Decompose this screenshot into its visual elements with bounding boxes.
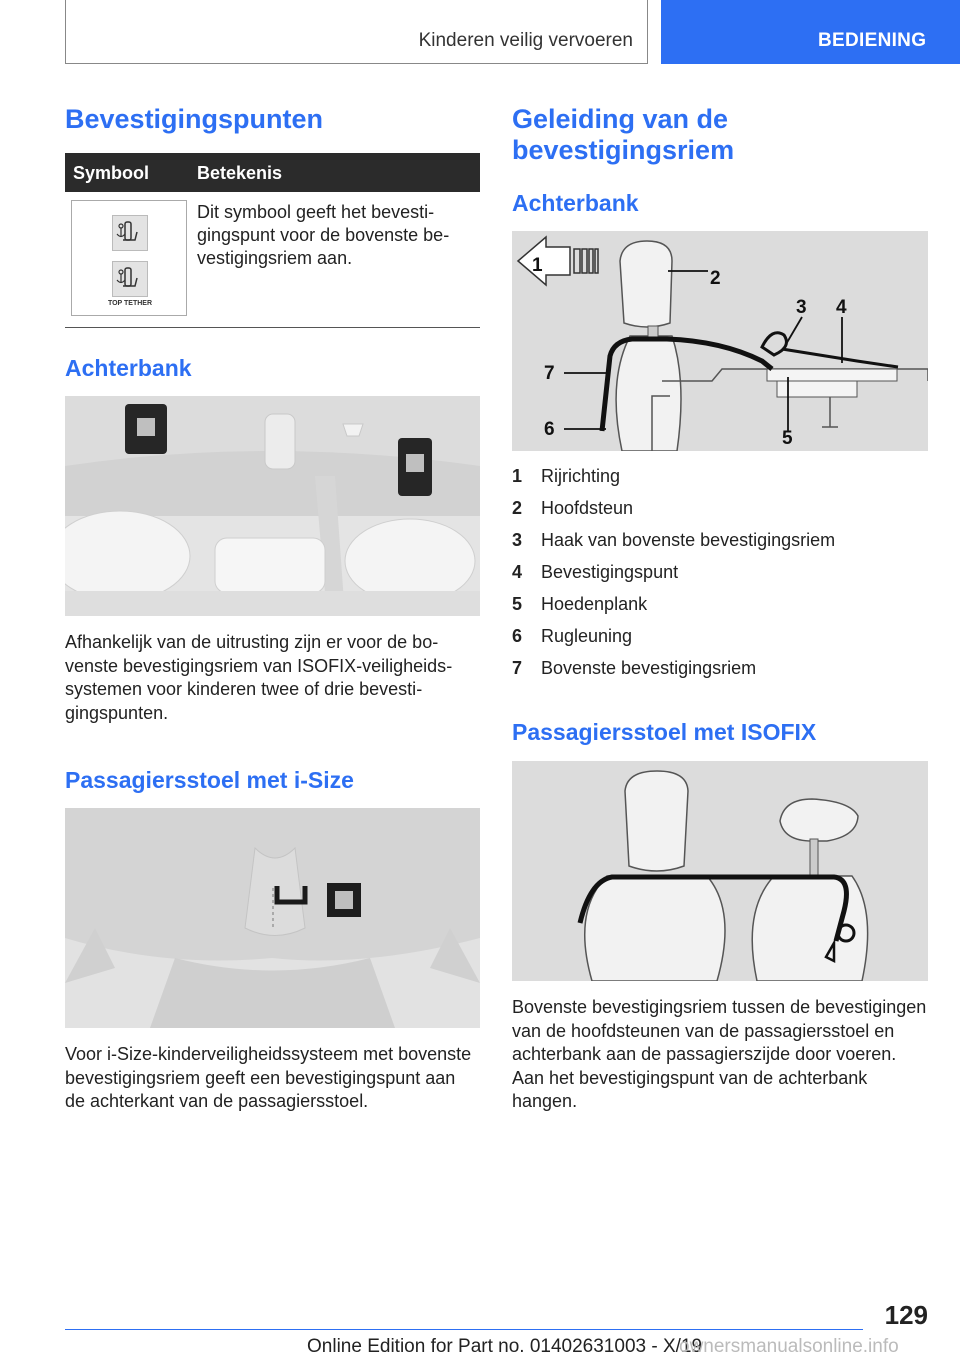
legend-number: 7 (512, 658, 523, 678)
edition-note: Online Edition for Part no. 01402631003 - X/19 (307, 1336, 703, 1357)
legend-label: Rugleuning (541, 626, 633, 646)
isofix-routing-illustration (512, 761, 928, 981)
legend-number: 3 (512, 530, 523, 550)
legend-number: 5 (512, 594, 523, 614)
chapter-title: Kinderen veilig vervoeren (418, 30, 633, 51)
legend-item (512, 624, 932, 656)
heading-achterbank-left: Achterbank (65, 355, 192, 381)
callout-3: 3 (796, 297, 807, 318)
column-header-symbol: Symbool (73, 163, 150, 183)
passenger-seat-isize-photo (65, 808, 480, 1028)
section-tab[interactable] (661, 0, 960, 64)
legend-label: Haak van bovenste bevestigingsriem (541, 530, 836, 550)
legend-number: 6 (512, 626, 523, 646)
callout-4: 4 (836, 297, 847, 318)
callout-2: 2 (710, 268, 721, 289)
rear-seat-description: Afhankelijk van de uitrusting zijn er voor de bovenste bevestigingsriem van ISOFIX-veiligheidssystemen voor kinderen twee of drie bevestigingspunten. (65, 632, 453, 723)
section-title-bevestigingspunten: Bevestigingspunten (65, 104, 324, 134)
symbol-meaning-text: Dit symbool geeft het bevestigingspunt voor de bovenste bevestigingsriem aan. (197, 202, 450, 268)
legend-item (512, 528, 932, 560)
header-chapter-box (65, 0, 648, 64)
table-divider (65, 327, 480, 328)
page-number: 129 (884, 1300, 928, 1330)
legend-item (512, 592, 932, 624)
legend-label: Bovenste bevestigingsriem (541, 658, 757, 678)
footer-divider (65, 1329, 863, 1330)
column-header-meaning: Betekenis (197, 163, 283, 183)
legend-item (512, 496, 932, 528)
legend-label: Hoedenplank (541, 594, 648, 614)
isize-description: Voor i-Size-kinderveiligheidssysteem met bovenste bevestigingsriem geeft een bevestigingspunt aan de achterkant van de passagiersstoel. (65, 1044, 472, 1111)
legend-number: 1 (512, 466, 523, 486)
legend-item (512, 656, 932, 688)
legend-number: 4 (512, 562, 523, 582)
diagram-legend (512, 464, 932, 688)
section-title-geleiding: Geleiding van de bevestigingsriem (512, 104, 735, 165)
top-tether-icon (112, 261, 148, 297)
legend-item (512, 464, 932, 496)
section-tab-label: BEDIENING (818, 30, 927, 51)
isofix-description: Bovenste bevestigingsriem tussen de bevestigingen van de hoofdsteunen van de passagiersstoel en achterbank aan de passagierszijde door voeren. Aan het bevestigingspunt van de achterbank hangen. (512, 997, 927, 1111)
callout-1: 1 (532, 255, 543, 276)
callout-6: 6 (544, 419, 555, 440)
tether-routing-diagram (512, 231, 928, 451)
legend-label: Hoofdsteun (541, 498, 634, 518)
callout-7: 7 (544, 363, 555, 384)
legend-label: Rijrichting (541, 466, 621, 486)
legend-item (512, 560, 932, 592)
heading-passenger-isize: Passagiersstoel met i-Size (65, 767, 354, 793)
rear-seat-photo (65, 396, 480, 616)
heading-achterbank-right: Achterbank (512, 190, 639, 216)
site-watermark[interactable]: ownersmanualsonline.info (679, 1336, 899, 1357)
top-tether-caption: TOP TETHER (107, 300, 153, 307)
heading-passenger-isofix: Passagiersstoel met ISOFIX (512, 719, 817, 745)
symbol-cell (71, 200, 187, 316)
legend-number: 2 (512, 498, 523, 518)
symbol-table-header (65, 153, 480, 192)
callout-5: 5 (782, 428, 793, 449)
legend-label: Bevestigingspunt (541, 562, 679, 582)
child-seat-anchor-icon (112, 215, 148, 251)
